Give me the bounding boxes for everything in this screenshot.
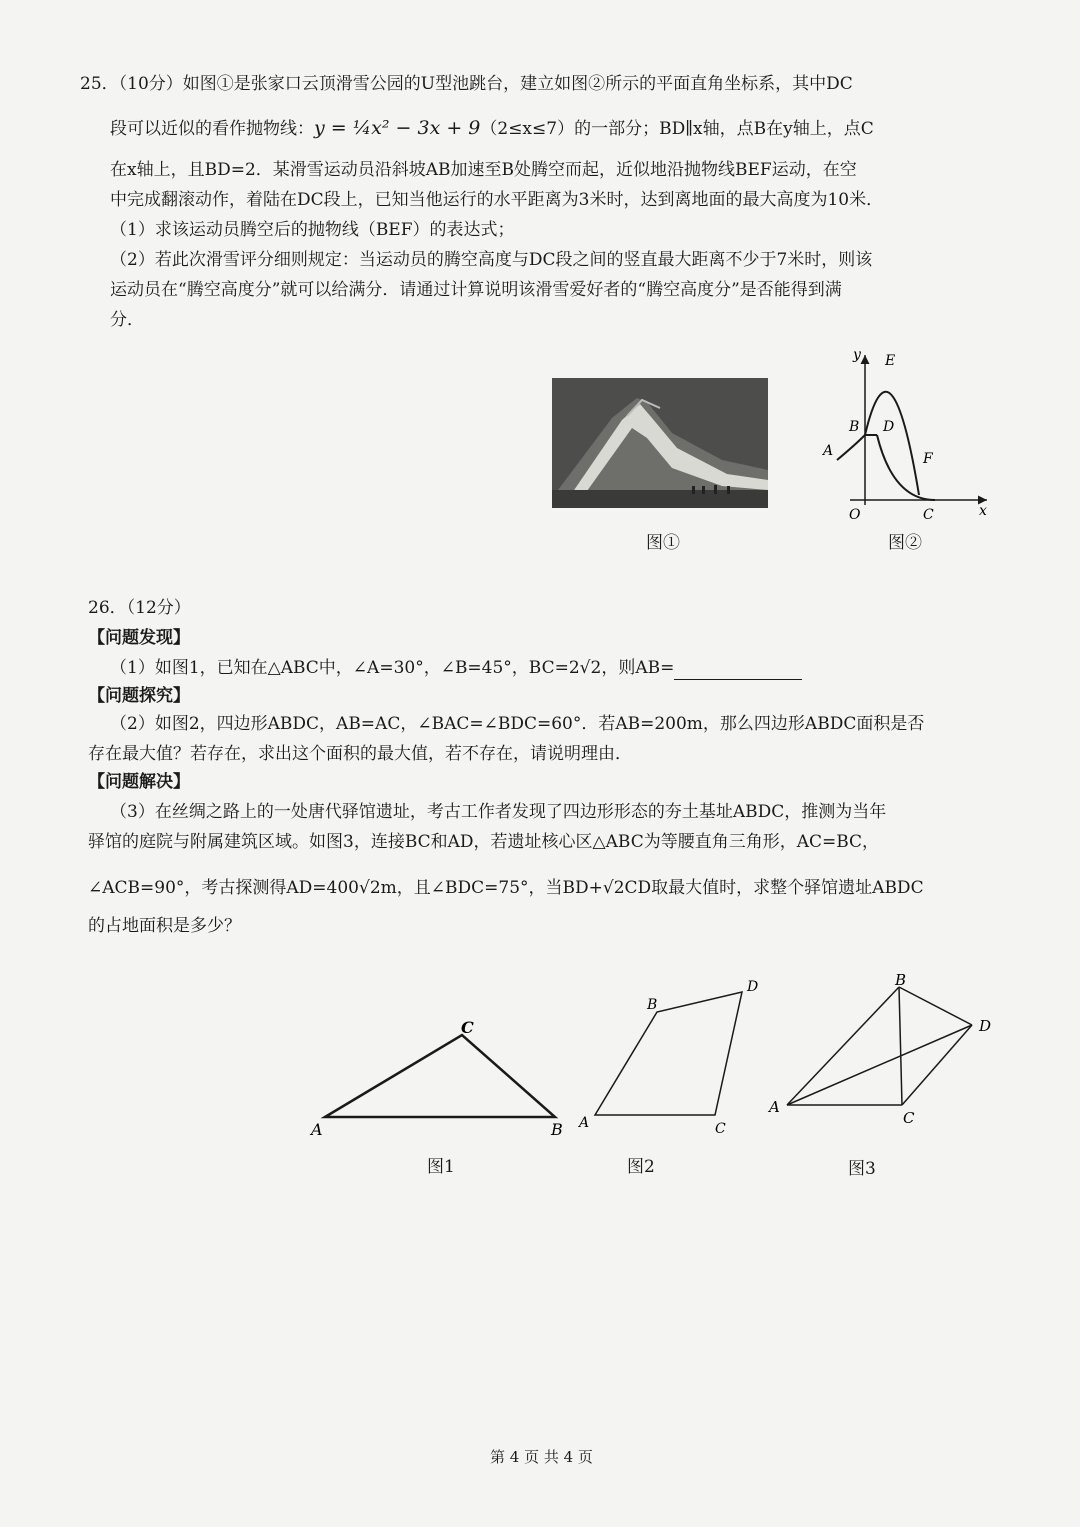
q25-fig1-caption: 图① — [646, 533, 680, 553]
q25-l2-before: 段可以近似的看作抛物线： — [110, 119, 314, 139]
triangle-abc — [325, 1035, 555, 1117]
label-x: x — [979, 503, 987, 519]
q26-part-3-line-2: 驿馆的庭院与附属建筑区域。如图3，连接BC和AD，若遗址核心区△ABC为等腰直角三角形，AC=BC， — [88, 832, 880, 852]
q26-section-solve: 【问题解决】 — [88, 772, 190, 792]
q25-fig2-graph — [815, 345, 995, 525]
q25-formula: y = ¼x² − 3x + 9 — [314, 117, 481, 139]
segment-ad — [787, 1025, 972, 1105]
label-e: E — [885, 353, 896, 369]
fig1-label-a: A — [311, 1120, 323, 1139]
fig1-label-b: B — [551, 1120, 563, 1139]
q26-fig1-triangle — [305, 1015, 575, 1140]
q26-fig3-quadrilateral — [765, 965, 1000, 1140]
fig2-label-d: D — [747, 979, 759, 995]
q26-part-1-text: （1）如图1，已知在△ABC中，∠A=30°，∠B=45°，BC=2√2，则AB= — [110, 658, 675, 678]
q25-line-2 — [110, 116, 874, 141]
q25-part-2: （2）若此次滑雪评分细则规定：当运动员的腾空高度与DC段之间的竖直最大距离不少于7米时，则该 — [110, 250, 873, 270]
label-o: O — [849, 507, 861, 523]
fig3-label-c: C — [903, 1109, 915, 1127]
page-footer: 第 4 页 共 4 页 — [490, 1448, 593, 1466]
label-c: C — [923, 507, 934, 523]
parabola-dc — [877, 435, 935, 500]
fig3-label-a: A — [769, 1098, 780, 1116]
q26-part-1 — [110, 656, 802, 680]
ski-jump-illustration — [552, 378, 768, 508]
fig2-label-b: B — [647, 997, 658, 1013]
label-b: B — [849, 419, 860, 435]
answer-blank — [674, 661, 802, 680]
q25-fig2-caption: 图② — [888, 533, 922, 553]
q26-fig3-caption: 图3 — [848, 1159, 876, 1179]
segment-bd — [899, 987, 972, 1025]
q26-part-3-line-3: ∠ACB=90°，考古探测得AD=400√2m，且∠BDC=75°，当BD+√2CD取最大值时，求整个驿馆遗址ABDC — [88, 878, 924, 898]
q25-title: 25．（10分）如图①是张家口云顶滑雪公园的U型池跳台，建立如图②所示的平面直角坐标系，其中DC — [80, 74, 853, 94]
q26-title: 26．（12分） — [88, 598, 191, 618]
q26-section-discovery: 【问题发现】 — [88, 628, 190, 648]
ski-jump-photo — [552, 378, 768, 508]
q25-line-3: 在x轴上，且BD=2．某滑雪运动员沿斜坡AB加速至B处腾空而起，近似地沿抛物线BEF运动，在空 — [110, 160, 857, 180]
segment-dc — [902, 1025, 972, 1105]
slope-ab — [837, 435, 865, 460]
parabola-bef — [865, 392, 919, 495]
q25-line-4: 中完成翻滚动作，着陆在DC段上，已知当他运行的水平距离为3米时，达到离地面的最大高度为10米． — [110, 190, 884, 210]
label-a: A — [823, 443, 834, 459]
q26-part-2-line-2: 存在最大值？若存在，求出这个面积的最大值，若不存在，请说明理由． — [88, 744, 632, 764]
q25-line-7: 运动员在“腾空高度分”就可以给满分．请通过计算说明该滑雪爱好者的“腾空高度分”是否能得到满 — [110, 280, 842, 300]
fig2-label-a: A — [579, 1115, 590, 1131]
fig2-label-c: C — [715, 1121, 726, 1137]
label-d: D — [883, 419, 895, 435]
segment-bc — [899, 987, 902, 1105]
q26-part-2-line-1: （2）如图2，四边形ABDC，AB=AC，∠BAC=∠BDC=60°．若AB=200m，那么四边形ABDC面积是否 — [110, 714, 925, 734]
q25-part-1: （1）求该运动员腾空后的抛物线（BEF）的表达式； — [110, 220, 515, 240]
fig3-label-d: D — [979, 1017, 992, 1035]
quadrilateral-abdc — [595, 992, 742, 1115]
q26-part-3-line-1: （3）在丝绸之路上的一处唐代驿馆遗址，考古工作者发现了四边形形态的夯土基址ABDC，推测为当年 — [110, 802, 887, 822]
q26-section-explore: 【问题探究】 — [88, 686, 190, 706]
q25-l2-after: （2≤x≤7）的一部分；BD∥x轴，点B在y轴上，点C — [480, 119, 874, 139]
q25-line-8: 分． — [110, 310, 144, 330]
q26-fig1-caption: 图1 — [427, 1157, 455, 1177]
fig1-label-c: C — [461, 1018, 474, 1037]
fig3-label-b: B — [895, 971, 907, 989]
label-f: F — [923, 451, 933, 467]
q26-fig2-quadrilateral — [575, 975, 775, 1140]
q26-part-3-line-4: 的占地面积是多少？ — [88, 916, 241, 936]
segment-ab — [787, 987, 899, 1105]
q26-fig2-caption: 图2 — [627, 1157, 655, 1177]
label-y: y — [853, 347, 861, 363]
